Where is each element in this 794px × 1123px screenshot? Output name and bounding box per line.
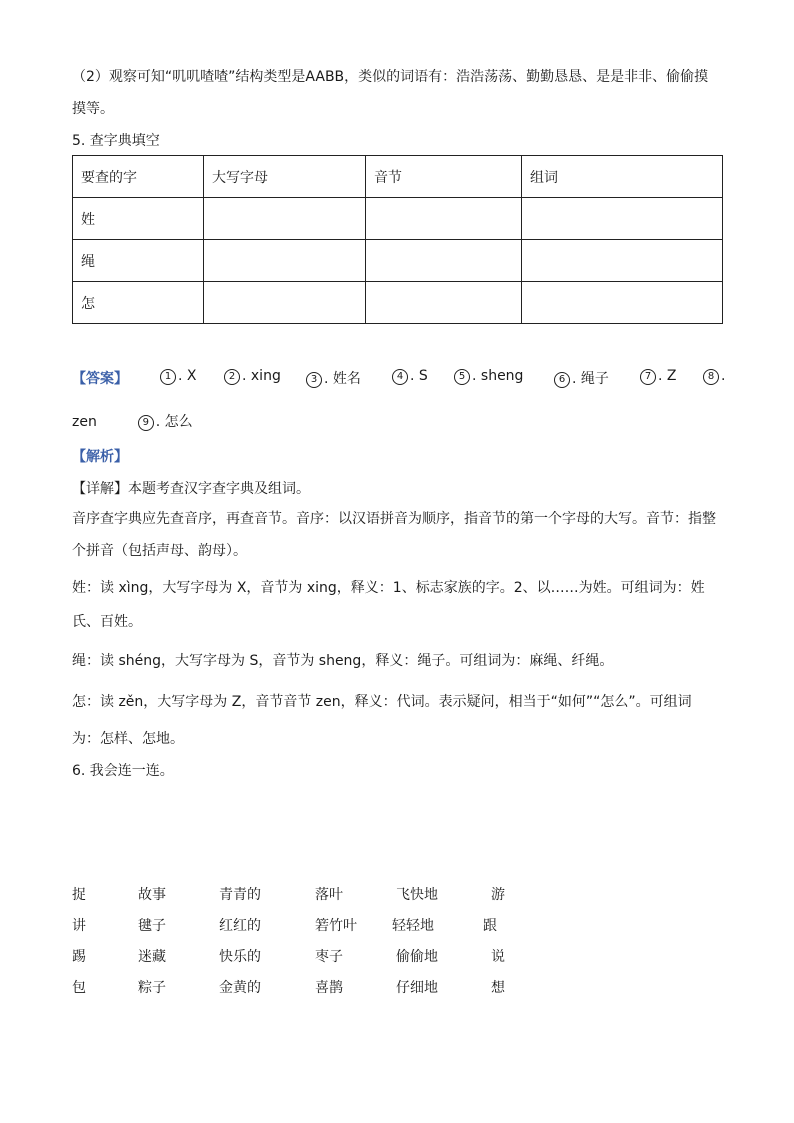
match-word[interactable]: 跟 (483, 918, 497, 934)
answer-item: 4 . S (392, 368, 428, 385)
analysis-xing-line2: 氏、百姓。 (72, 614, 142, 630)
match-word[interactable]: 毽子 (138, 918, 166, 934)
analysis-zen-line2: 为：怎样、怎地。 (72, 731, 184, 747)
table-row (73, 282, 723, 324)
match-word[interactable]: 金黄的 (219, 980, 261, 996)
match-word[interactable]: 包 (72, 980, 86, 996)
q4-part2-line1: （2）观察可知“叽叽喳喳”结构类型是AABB，类似的词语有：浩浩荡荡、勤勤恳恳、是是非非、偷偷摸 (72, 69, 709, 85)
table-header-cell: 要查的字 (73, 156, 204, 198)
match-word[interactable]: 说 (491, 949, 505, 965)
table-row (73, 240, 723, 282)
table-cell-blank[interactable] (204, 282, 366, 324)
analysis-sheng: 绳：读 shéng，大写字母为 S，音节为 sheng，释义：绳子。可组词为：麻绳、纤绳。 (72, 653, 614, 669)
match-word[interactable]: 想 (491, 980, 505, 996)
answer-item: 8 . (703, 368, 725, 385)
match-word[interactable]: 偷偷地 (396, 949, 438, 965)
match-word[interactable]: 迷藏 (138, 949, 166, 965)
match-word[interactable]: 箬竹叶 (315, 918, 357, 934)
analysis-tag: 【解析】 (72, 449, 128, 465)
answer-item: 2 . xing (224, 368, 281, 385)
match-word[interactable]: 粽子 (138, 980, 166, 996)
analysis-p1-line1: 音序查字典应先查音序，再查音节。音序：以汉语拼音为顺序，指音节的第一个字母的大写。音节：指整 (72, 511, 716, 527)
table-cell-char: 姓 (73, 198, 204, 240)
match-word[interactable]: 飞快地 (396, 887, 438, 903)
answer-item: 5 . sheng (454, 368, 523, 385)
answer-zen: zen (72, 414, 97, 430)
table-cell-blank[interactable] (204, 240, 366, 282)
table-cell-blank[interactable] (366, 198, 522, 240)
answer-item: 1 . X (160, 368, 197, 385)
table-cell-char: 怎 (73, 282, 204, 324)
match-word[interactable]: 枣子 (315, 949, 343, 965)
analysis-p1-line2: 个拼音（包括声母、韵母）。 (72, 543, 247, 559)
match-word[interactable]: 游 (491, 887, 505, 903)
match-word[interactable]: 落叶 (315, 887, 343, 903)
table-cell-blank[interactable] (522, 198, 723, 240)
table-header-cell: 大写字母 (204, 156, 366, 198)
match-word[interactable]: 踢 (72, 949, 86, 965)
dictionary-table (72, 155, 723, 324)
table-cell-blank[interactable] (522, 240, 723, 282)
table-header-cell: 音节 (366, 156, 522, 198)
match-word[interactable]: 青青的 (219, 887, 261, 903)
answer-item-text: . 怎么 (155, 414, 193, 430)
match-word[interactable]: 红红的 (219, 918, 261, 934)
table-header-cell: 组词 (522, 156, 723, 198)
answer-item-num: 9 (138, 415, 154, 431)
match-word[interactable]: 讲 (72, 918, 86, 934)
analysis-detail: 【详解】本题考查汉字查字典及组词。 (72, 481, 310, 497)
table-cell-char: 绳 (73, 240, 204, 282)
table-row (73, 198, 723, 240)
answer-line2 (72, 411, 193, 431)
table-cell-blank[interactable] (204, 198, 366, 240)
match-word[interactable]: 仔细地 (396, 980, 438, 996)
match-word[interactable]: 捉 (72, 887, 86, 903)
match-word[interactable]: 喜鹊 (315, 980, 343, 996)
answer-tag: 【答案】 (72, 371, 128, 387)
table-cell-blank[interactable] (366, 282, 522, 324)
match-word[interactable]: 故事 (138, 887, 166, 903)
q6-title: 6. 我会连一连。 (72, 763, 174, 779)
analysis-zen-line1: 怎：读 zěn，大写字母为 Z，音节音节 zen，释义：代词。表示疑问，相当于“如何”“怎么”。可组词 (72, 694, 692, 710)
answer-item: 3 . 姓名 (306, 368, 361, 388)
q4-part2-line2: 摸等。 (72, 101, 114, 117)
q5-title: 5. 查字典填空 (72, 133, 160, 149)
answer-item: 6 . 绳子 (554, 368, 609, 388)
table-cell-blank[interactable] (366, 240, 522, 282)
match-word[interactable]: 轻轻地 (392, 918, 434, 934)
match-word[interactable]: 快乐的 (219, 949, 261, 965)
analysis-xing-line1: 姓：读 xìng，大写字母为 X，音节为 xing，释义：1、标志家族的字。2、以……为姓。可组词为：姓 (72, 580, 705, 596)
table-cell-blank[interactable] (522, 282, 723, 324)
answer-item: 7 . Z (640, 368, 677, 385)
table-header-row (73, 156, 723, 198)
